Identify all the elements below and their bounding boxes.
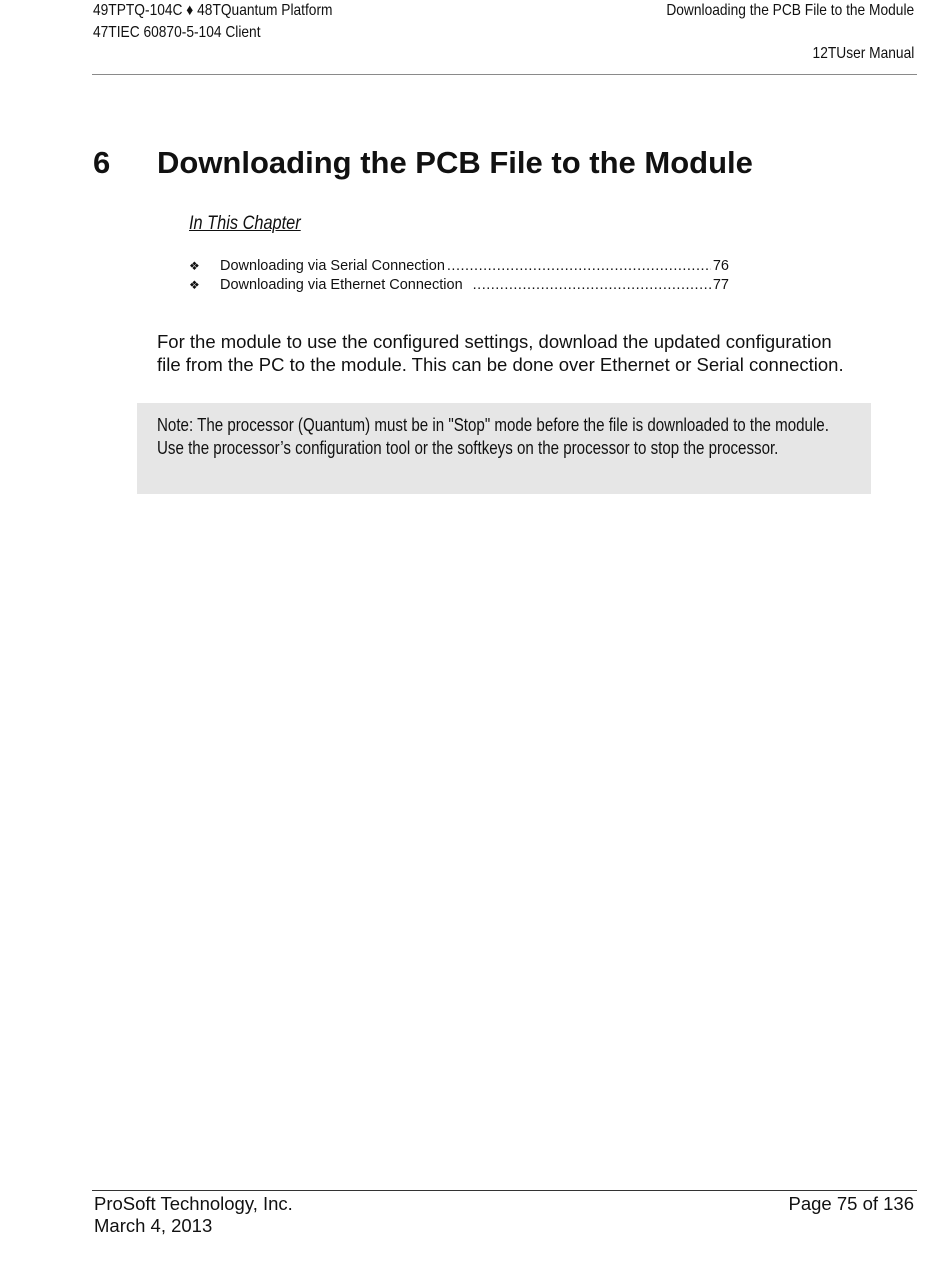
note-content xyxy=(157,414,829,460)
toc-entry-page[interactable]: 77 xyxy=(712,277,729,293)
diamond-bullet-icon: ❖ xyxy=(189,259,200,273)
header-protocol: 47TIEC 60870-5-104 Client xyxy=(93,24,261,41)
in-this-chapter-heading: In This Chapter xyxy=(189,213,301,234)
footer-date: March 4, 2013 xyxy=(94,1215,213,1236)
footer-divider xyxy=(92,1190,917,1191)
footer-left xyxy=(94,1193,293,1237)
toc-leader-dots xyxy=(473,276,711,295)
note-label: Note: xyxy=(157,415,194,435)
toc-entry-page[interactable]: 76 xyxy=(712,258,729,274)
header-section-title: Downloading the PCB File to the Module xyxy=(666,2,914,19)
footer-company: ProSoft Technology, Inc. xyxy=(94,1193,293,1214)
diamond-bullet-icon: ❖ xyxy=(189,278,200,292)
toc-entry[interactable] xyxy=(189,276,729,295)
header-divider xyxy=(92,74,917,75)
body-paragraph: For the module to use the configured settings, download the updated configuration file from the PC to the module. This can be done over Ethernet or Serial connection. xyxy=(157,331,844,375)
toc-entry-label[interactable]: Downloading via Serial Connection xyxy=(220,258,445,274)
note-text: The processor (Quantum) must be in "Stop" mode before the file is downloaded to the module. Use the processor’s configuration tool or the softkeys on the processor to stop the processor. xyxy=(157,415,829,458)
header-left xyxy=(93,0,333,44)
toc-leader-dots xyxy=(447,257,711,276)
header-manual-type: 12TUser Manual xyxy=(812,45,914,62)
chapter-number: 6 xyxy=(93,145,111,180)
note-box xyxy=(137,403,871,494)
footer-page-number: Page 75 of 136 xyxy=(788,1193,914,1214)
toc-entry[interactable] xyxy=(189,257,729,276)
chapter-title: Downloading the PCB File to the Module xyxy=(157,145,753,180)
toc-entry-label[interactable]: Downloading via Ethernet Connection xyxy=(220,277,463,293)
chapter-toc xyxy=(189,257,729,295)
header-product: 49TPTQ-104C ♦ 48TQuantum Platform xyxy=(93,2,333,19)
